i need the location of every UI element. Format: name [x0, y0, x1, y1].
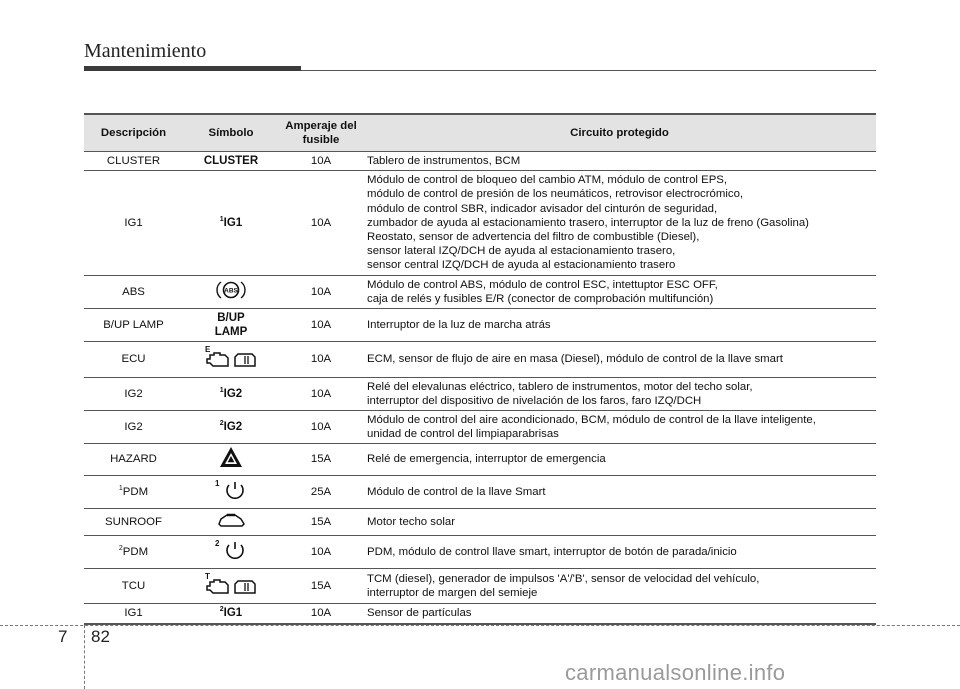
column-header-symbol: Símbolo — [183, 114, 279, 152]
chapter-number: 7 — [58, 627, 68, 646]
table-row — [84, 569, 876, 604]
fuse-amperage: 10A — [279, 171, 363, 275]
symbol-superscript: 2 — [219, 606, 224, 614]
fuse-circuit: ECM, sensor de flujo de aire en masa (Diesel), módulo de control de la llave smart — [363, 342, 876, 377]
fuse-symbol — [183, 569, 279, 604]
engine-fuse-icon — [203, 344, 259, 374]
svg-text:1: 1 — [215, 478, 220, 488]
fuse-amperage: 10A — [279, 377, 363, 410]
fuse-circuit: PDM, módulo de control llave smart, interruptor de botón de parada/inicio — [363, 536, 876, 569]
fuse-circuit: Relé del elevalunas eléctrico, tablero de instrumentos, motor del techo solar, interruptor del dispositivo de nivelación de los faros, faro IZQ/DCH — [363, 377, 876, 410]
svg-text:ABS: ABS — [224, 287, 238, 295]
fuse-circuit: Módulo de control de la llave Smart — [363, 475, 876, 508]
fuse-amperage: 25A — [279, 475, 363, 508]
footer-divider — [0, 625, 960, 626]
fuse-symbol — [183, 604, 279, 624]
fuse-description — [84, 508, 183, 535]
fuse-description — [84, 475, 183, 508]
table-row — [84, 309, 876, 342]
fuse-symbol — [183, 508, 279, 535]
svg-text:T: T — [205, 572, 210, 582]
description-text: PDM — [122, 485, 149, 498]
symbol-text: $^1$IG2 — [219, 386, 243, 400]
power-icon — [213, 478, 249, 506]
fuse-circuit: TCM (diesel), generador de impulsos 'A'/'B', sensor de velocidad del vehículo, interruptor de margen del semieje — [363, 569, 876, 604]
section-title-bar — [84, 66, 301, 71]
fuse-table-body — [84, 152, 876, 624]
description-text: CLUSTER — [106, 155, 161, 167]
description-superscript: 1 — [118, 484, 123, 492]
description-text: IG1 — [124, 607, 143, 620]
symbol-superscript: 1 — [219, 386, 224, 394]
fuse-circuit: Módulo de control ABS, módulo de control ESC, intettuptor ESC OFF, caja de relés y fusibles E/R (conector de comprobación multifunción) — [363, 275, 876, 308]
description-text: IG1 — [124, 216, 143, 229]
fuse-description — [84, 536, 183, 569]
table-row — [84, 536, 876, 569]
fuse-symbol — [183, 171, 279, 275]
fuse-table — [84, 113, 876, 625]
fuse-description — [84, 342, 183, 377]
fuse-description — [84, 152, 183, 171]
fuse-circuit: Motor techo solar — [363, 508, 876, 535]
fuse-description — [84, 275, 183, 308]
description-text: PDM — [122, 546, 149, 559]
table-row — [84, 604, 876, 624]
sunroof-car-icon — [216, 511, 246, 533]
engine-fuse-icon — [203, 571, 259, 601]
abs-icon — [214, 279, 248, 305]
fuse-amperage: 15A — [279, 444, 363, 475]
footer-vertical-divider — [84, 625, 85, 689]
table-row — [84, 342, 876, 377]
table-row — [84, 475, 876, 508]
symbol-superscript: 2 — [219, 420, 224, 428]
table-row — [84, 171, 876, 275]
fuse-amperage: 10A — [279, 309, 363, 342]
description-text: IG2 — [124, 387, 143, 400]
section-title-rule — [301, 70, 876, 71]
fuse-symbol — [183, 411, 279, 444]
fuse-symbol — [183, 444, 279, 475]
page-number: 82 — [91, 627, 110, 646]
fuse-amperage: 10A — [279, 342, 363, 377]
hazard-triangle-icon — [219, 446, 243, 472]
table-row — [84, 444, 876, 475]
fuse-circuit: Módulo de control del aire acondicionado, BCM, módulo de control de la llave inteligente, unidad de control del limpiaparabrisas — [363, 411, 876, 444]
fuse-description — [84, 569, 183, 604]
power-icon — [213, 538, 249, 566]
fuse-symbol — [183, 342, 279, 377]
fuse-amperage: 10A — [279, 152, 363, 171]
table-row — [84, 508, 876, 535]
symbol-text: $^1$IG1 — [219, 215, 243, 229]
watermark: carmanualsonline.info — [565, 660, 786, 685]
fuse-symbol — [183, 377, 279, 410]
section-title: Mantenimiento — [84, 40, 207, 62]
fuse-circuit: Módulo de control de bloqueo del cambio ATM, módulo de control EPS, módulo de control de presión de los neumáticos, retrovisor electrocrómico, módulo de control SBR, indicador avisador del cinturón de seguridad, zumbador de ayuda al estacionamiento trasero, interruptor de la luz de freno (Gasolina) Reostato, sensor de advertencia del filtro de combustible (Diesel), sensor lateral IZQ/DCH de ayuda al estacionamiento trasero, sensor central IZQ/DCH de ayuda al estacionamiento trasero — [363, 171, 876, 275]
fuse-circuit: Sensor de partículas — [363, 604, 876, 624]
description-text: ABS — [122, 285, 145, 298]
symbol-text: B/UP LAMP — [214, 312, 248, 339]
description-text: B/UP LAMP — [103, 319, 164, 332]
table-row — [84, 152, 876, 171]
description-text: HAZARD — [110, 453, 157, 466]
description-superscript: 2 — [118, 545, 123, 553]
column-header-circuit: Circuito protegido — [363, 114, 876, 152]
fuse-symbol — [183, 536, 279, 569]
symbol-text: $^2$IG1 — [219, 606, 243, 620]
description-text: ECU — [121, 353, 146, 366]
fuse-description — [84, 171, 183, 275]
description-text: TCU — [121, 580, 146, 593]
svg-text:2: 2 — [215, 539, 220, 549]
fuse-description — [84, 444, 183, 475]
fuse-description — [84, 411, 183, 444]
fuse-amperage: 10A — [279, 604, 363, 624]
fuse-circuit: Interruptor de la luz de marcha atrás — [363, 309, 876, 342]
fuse-symbol — [183, 275, 279, 308]
fuse-description — [84, 309, 183, 342]
fuse-amperage: 15A — [279, 508, 363, 535]
fuse-amperage: 10A — [279, 411, 363, 444]
symbol-text: $^2$IG2 — [219, 420, 243, 434]
table-row — [84, 275, 876, 308]
table-row — [84, 411, 876, 444]
description-text: SUNROOF — [105, 515, 162, 528]
fuse-description — [84, 377, 183, 410]
column-header-description: Descripción — [84, 114, 183, 152]
column-header-amperage: Amperaje del fusible — [279, 114, 363, 152]
table-row — [84, 377, 876, 410]
fuse-amperage: 10A — [279, 536, 363, 569]
symbol-text: CLUSTER — [203, 155, 259, 167]
fuse-description — [84, 604, 183, 624]
fuse-circuit: Tablero de instrumentos, BCM — [363, 152, 876, 171]
fuse-symbol — [183, 475, 279, 508]
description-text: IG2 — [124, 421, 143, 434]
fuse-amperage: 10A — [279, 275, 363, 308]
svg-text:E: E — [205, 345, 211, 355]
symbol-superscript: 1 — [219, 215, 224, 223]
fuse-circuit: Relé de emergencia, interruptor de emergencia — [363, 444, 876, 475]
fuse-symbol — [183, 152, 279, 171]
fuse-symbol — [183, 309, 279, 342]
fuse-amperage: 15A — [279, 569, 363, 604]
table-header-row — [84, 114, 876, 152]
